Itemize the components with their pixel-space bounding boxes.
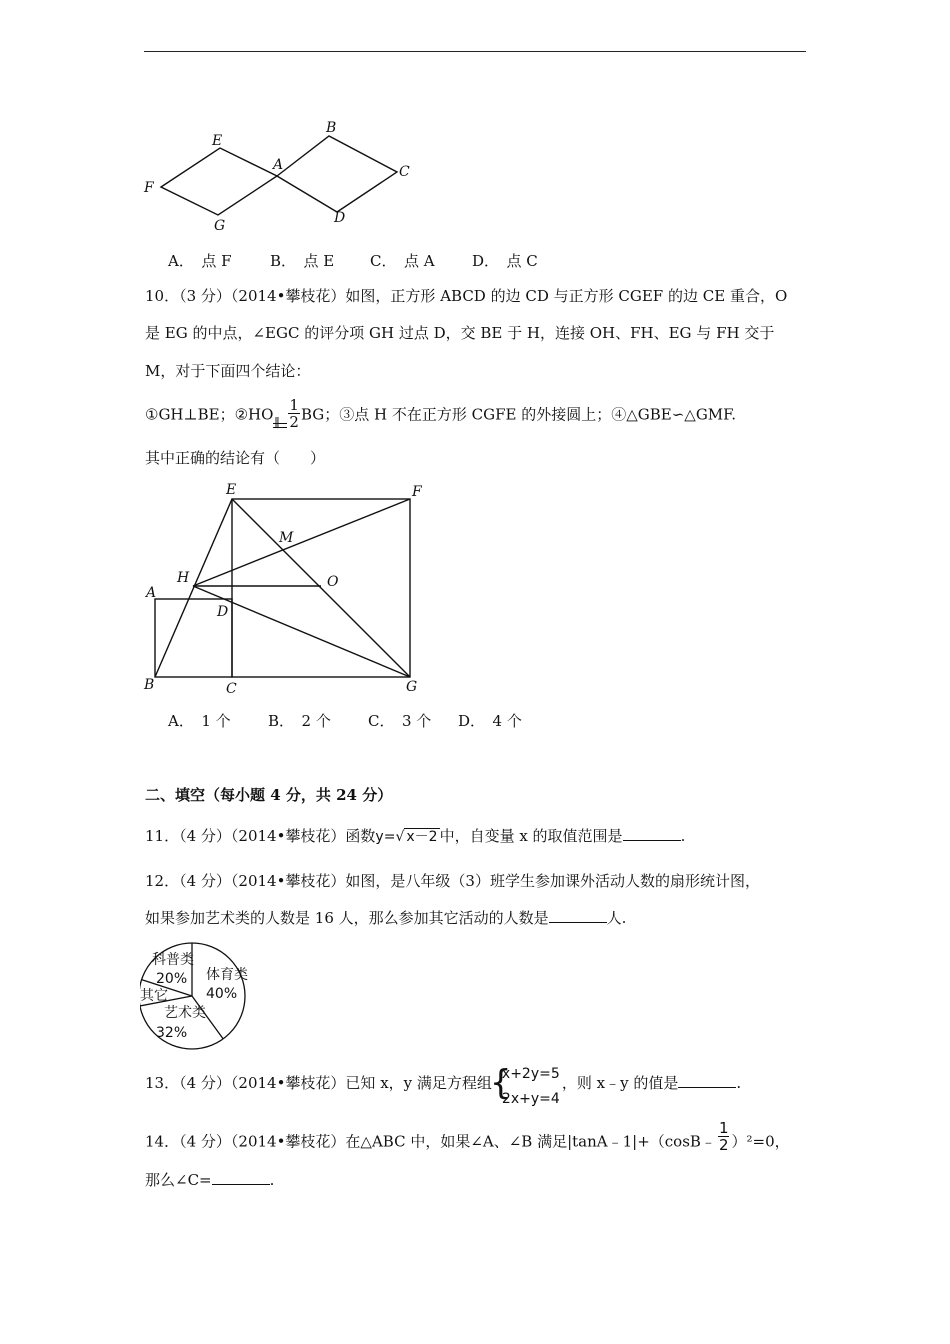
pie-slice-label: 其它 — [140, 988, 168, 1004]
q10-option-d[interactable]: D． 4 个 — [458, 712, 522, 730]
q10-label-o: O — [327, 574, 339, 590]
q11-line: 11．（4 分）（2014•攀枝花）函数y=√ x－2 中，自变量 x 的取值范围是 . — [145, 827, 686, 845]
q13-brace: { — [489, 1063, 512, 1103]
q9-label-g: G — [214, 218, 226, 234]
q10-fraction: $\frac{1}{2}$ — [289, 396, 299, 431]
q11-y-equals: y= — [375, 829, 396, 845]
segment-gh — [193, 586, 410, 677]
q13-equation-system — [489, 1063, 562, 1107]
pie-slice-value: 32% — [156, 1025, 188, 1041]
q10-label-h: H — [177, 570, 190, 586]
q9-option-c[interactable]: C． 点 A — [370, 252, 435, 270]
segment-be — [155, 499, 232, 677]
q14-fraction: $\frac{1}{2}$ — [718, 1119, 729, 1154]
q14-line-2: 那么∠C= . — [145, 1171, 275, 1189]
q14-answer-blank[interactable] — [212, 1170, 270, 1185]
q11-answer-blank[interactable] — [623, 826, 681, 841]
q12-line-2: 如果参加艺术类的人数是 16 人，那么参加其它活动的人数是 人. — [145, 909, 627, 927]
q9-label-b: B — [326, 120, 337, 136]
rhombus-efga — [161, 148, 277, 215]
pie-slice-value: 20% — [156, 971, 188, 987]
pie-slice-value: 40% — [206, 986, 238, 1002]
q10-figure — [140, 478, 440, 700]
q10-option-c[interactable]: C． 3 个 — [368, 712, 432, 730]
q12-answer-blank[interactable] — [549, 908, 607, 923]
q10-label-a: A — [146, 585, 157, 601]
segment-eg — [232, 499, 410, 677]
q13-line: 13．（4 分）（2014•攀枝花）已知 x，y 满足方程组 { x+2y=5 2x+y=4 ，则 x﹣y 的值是 . — [145, 1073, 741, 1094]
q9-figure — [140, 118, 430, 238]
q10-line-3: M，对于下面四个结论： — [145, 362, 311, 380]
segment-hf — [193, 499, 410, 586]
q10-conclusions: ①GH⊥BE；②HO ∥ $\frac{1}{2}$ BG；③点 H 不在正方形 CGFE 的外接圆上；④△GBE∽△GMF. — [145, 396, 736, 431]
q10-label-g: G — [406, 679, 418, 695]
q13-equation-2: 2x+y=4 — [501, 1091, 560, 1107]
q14-line-1: 14．（4 分）（2014•攀枝花）在△ABC 中，如果∠A、∠B 满足|tanA﹣1|+（cosB﹣ $\frac{1}{2}$ ）²=0， — [145, 1119, 790, 1154]
q10-option-b[interactable]: B． 2 个 — [268, 712, 331, 730]
q10-label-m: M — [279, 530, 294, 546]
q11-radicand: x－2 — [406, 829, 438, 845]
q9-label-d: D — [334, 210, 346, 226]
header-rule — [144, 51, 806, 52]
q9-option-b[interactable]: B． 点 E — [270, 252, 335, 270]
q9-option-d[interactable]: D． 点 C — [472, 252, 538, 270]
q10-line-1: 10．（3 分）（2014•攀枝花）如图，正方形 ABCD 的边 CD 与正方形 CGEF 的边 CE 重合，O — [145, 287, 788, 305]
q13-equation-1: x+2y=5 — [501, 1066, 560, 1082]
pie-slice-label: 艺术类 — [164, 1005, 206, 1021]
q10-line-5: 其中正确的结论有（ ） — [145, 449, 326, 467]
q10-label-d: D — [217, 604, 229, 620]
q9-option-a[interactable]: A． 点 F — [168, 252, 232, 270]
q9-label-e: E — [212, 133, 223, 149]
q11-radical-sign: √ — [395, 829, 405, 845]
pie-slice-label: 体育类 — [206, 967, 248, 983]
q9-label-a: A — [273, 157, 284, 173]
q10-line-2: 是 EG 的中点，∠EGC 的评分项 GH 过点 D，交 BE 于 H，连接 OH、FH、EG 与 FH 交于 — [145, 324, 775, 342]
q10-conclusion-part1: ①GH⊥BE；②HO — [145, 405, 274, 424]
q10-conclusion-part2: BG；③点 H 不在正方形 CGFE 的外接圆上；④△GBE∽△GMF. — [300, 405, 736, 424]
q10-label-e: E — [226, 482, 237, 498]
q10-option-a[interactable]: A． 1 个 — [168, 712, 231, 730]
pie-chart — [140, 937, 250, 1057]
q10-label-b: B — [144, 677, 155, 693]
rhombus-abcd — [277, 136, 397, 212]
q13-answer-blank[interactable] — [678, 1073, 736, 1088]
q9-label-c: C — [399, 164, 410, 180]
q10-label-f: F — [412, 484, 422, 500]
q9-label-f: F — [144, 180, 154, 196]
pie-slice-label: 科普类 — [152, 952, 194, 968]
section-2-title: 二、填空（每小题 4 分，共 24 分） — [145, 786, 393, 804]
q12-line-1: 12．（4 分）（2014•攀枝花）如图，是八年级（3）班学生参加课外活动人数的扇形统计图， — [145, 872, 760, 890]
q10-label-c: C — [226, 681, 237, 697]
